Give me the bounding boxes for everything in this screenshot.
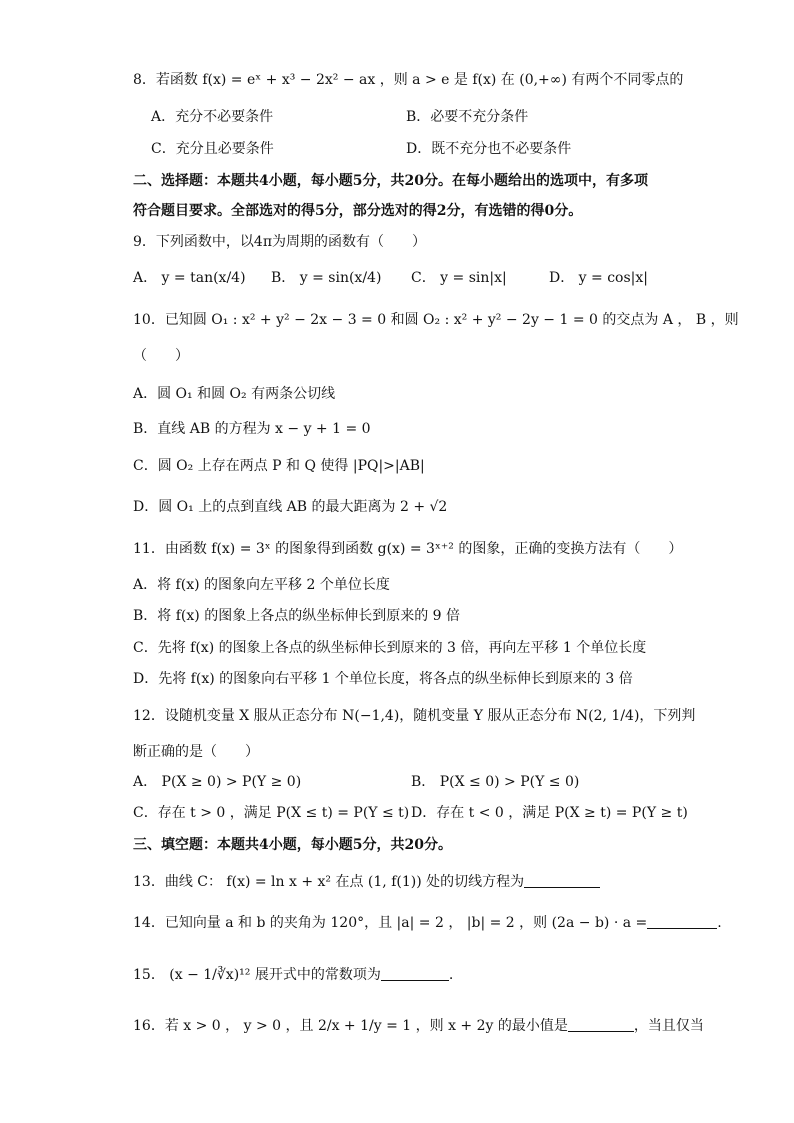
question-12-option-c: C．存在 t > 0 ，满足 P(X ≤ t) = P(Y ≤ t): [133, 805, 410, 821]
question-8-option-d: D．既不充分也不必要条件: [406, 141, 572, 157]
question-8-option-b: B．必要不充分条件: [406, 109, 529, 125]
question-9-option-d: D． y = cos|x|: [549, 270, 648, 286]
question-12-option-a: A． P(X ≥ 0) > P(Y ≥ 0): [133, 774, 302, 790]
question-10-option-c: C．圆 O₂ 上存在两点 P 和 Q 使得 |PQ|>|AB|: [133, 458, 425, 474]
question-11-option-d: D．先将 f(x) 的图象向右平移 1 个单位长度，将各点的纵坐标伸长到原来的 3 倍: [133, 671, 633, 687]
question-9-stem: 9．下列函数中，以4π为周期的函数有（ ）: [133, 234, 427, 250]
question-9-option-c: C． y = sin|x|: [411, 270, 507, 286]
question-12-option-d: D．存在 t < 0 ，满足 P(X ≥ t) = P(Y ≥ t): [411, 805, 688, 821]
question-16-stem: [133, 1016, 704, 1036]
question-10-option-b: B．直线 AB 的方程为 x − y + 1 = 0: [133, 421, 371, 437]
question-13-stem: [133, 872, 600, 892]
question-11-option-b: B．将 f(x) 的图象上各点的纵坐标伸长到原来的 9 倍: [133, 608, 460, 624]
question-16-answer-blank[interactable]: [568, 1017, 634, 1032]
question-11-stem: 11．由函数 f(x) = 3ˣ 的图象得到函数 g(x) = 3ˣ⁺² 的图象，正确的变换方法有（ ）: [133, 541, 683, 557]
question-15-end: .: [448, 967, 454, 983]
question-9-option-b: B． y = sin(x/4): [271, 270, 382, 286]
question-15-text: 15． (x − 1/∛x)¹² 展开式中的常数项为: [133, 967, 381, 983]
question-14-end: .: [717, 915, 722, 931]
section-2-header-line-1: 二、选择题：本题共4小题，每小题5分，共20分。在每小题给出的选项中，有多项: [133, 173, 648, 189]
question-15-answer-blank[interactable]: [381, 966, 449, 981]
section-2-header-line-2: 符合题目要求。全部选对的得5分，部分选对的得2分，有选错的得0分。: [133, 203, 583, 219]
question-10-stem: 10．已知圆 O₁ : x² + y² − 2x − 3 = 0 和圆 O₂ : x² + y² − 2y − 1 = 0 的交点为 A ， B ，则: [133, 312, 739, 328]
question-10-option-a: A．圆 O₁ 和圆 O₂ 有两条公切线: [133, 386, 336, 402]
question-16-end: ，当且仅当: [633, 1018, 704, 1034]
question-14-stem: [133, 913, 722, 933]
section-3-header: 三、填空题：本题共4小题，每小题5分，共20分。: [133, 837, 452, 853]
question-10-answer-paren: （ ）: [133, 348, 189, 364]
question-12-option-b: B． P(X ≤ 0) > P(Y ≤ 0): [411, 774, 580, 790]
question-8-option-c: C．充分且必要条件: [151, 141, 274, 157]
question-14-answer-blank[interactable]: [647, 914, 717, 929]
question-16-text: 16．若 x > 0 ， y > 0 ，且 2/x + 1/y = 1 ，则 x + 2y 的最小值是: [133, 1018, 568, 1034]
question-15-stem: [133, 965, 453, 985]
question-10-option-d: D．圆 O₁ 上的点到直线 AB 的最大距离为 2 + √2: [133, 499, 448, 515]
question-12-stem: 12．设随机变量 X 服从正态分布 N(−1,4)，随机变量 Y 服从正态分布 N(2, 1/4)，下列判: [133, 708, 696, 724]
question-8-stem: 8．若函数 f(x) = eˣ + x³ − 2x² − ax ，则 a > e 是 f(x) 在 (0,+∞) 有两个不同零点的: [133, 72, 684, 88]
question-13-text: 13．曲线 C： f(x) = ln x + x² 在点 (1, f(1)) 处的切线方程为: [133, 874, 525, 890]
question-11-option-a: A．将 f(x) 的图象向左平移 2 个单位长度: [133, 577, 390, 593]
question-8-option-a: A．充分不必要条件: [151, 109, 274, 125]
question-13-answer-blank[interactable]: [524, 873, 600, 888]
question-12-stem-continued: 断正确的是（ ）: [133, 744, 259, 760]
question-11-option-c: C．先将 f(x) 的图象上各点的纵坐标伸长到原来的 3 倍，再向左平移 1 个单位长度: [133, 640, 647, 656]
question-9-option-a: A． y = tan(x/4): [133, 270, 246, 286]
question-14-text: 14．已知向量 a 和 b 的夹角为 120°，且 |a| = 2 ， |b| = 2 ，则 (2a − b) · a =: [133, 915, 648, 931]
